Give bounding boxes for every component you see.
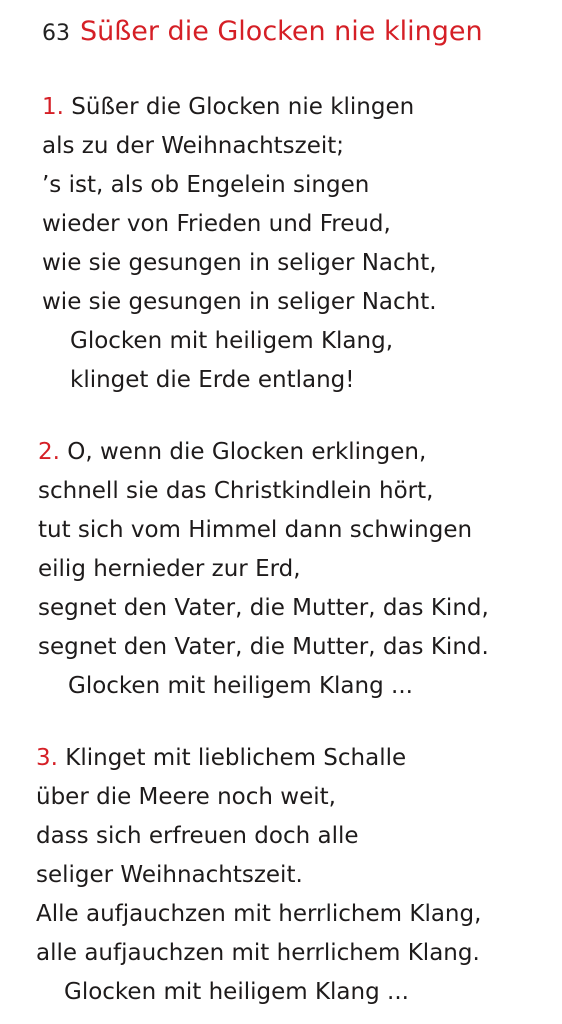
verse-line: ’s ist, als ob Engelein singen <box>42 172 370 198</box>
verse-line: dass sich erfreuen doch alle <box>36 823 359 849</box>
verse-line-text: Klinget mit lieblichem Schalle <box>65 745 407 771</box>
verse-number: 3. <box>36 745 58 771</box>
refrain-line: Glocken mit heiligem Klang ... <box>68 673 413 699</box>
verse-line: wie sie gesungen in seliger Nacht. <box>42 289 437 315</box>
verse-line: alle aufjauchzen mit herrlichem Klang. <box>36 940 480 966</box>
verse-line: eilig hernieder zur Erd, <box>38 556 301 582</box>
song-header <box>42 12 483 55</box>
verse-line: als zu der Weihnachtszeit; <box>42 133 345 159</box>
verse-line: seliger Weihnachtszeit. <box>36 862 303 888</box>
verse-number: 1. <box>42 94 64 120</box>
refrain-line: Glocken mit heiligem Klang ... <box>64 979 409 1005</box>
refrain-line: Glocken mit heiligem Klang, <box>70 328 394 354</box>
song-number: 63 <box>42 21 70 46</box>
verse-line: segnet den Vater, die Mutter, das Kind, <box>38 595 489 621</box>
verse-line-text: Süßer die Glocken nie klingen <box>71 94 415 120</box>
verse-line: wieder von Frieden und Freud, <box>42 211 391 237</box>
verse-line: über die Meere noch weit, <box>36 784 336 810</box>
verse-line <box>38 437 426 467</box>
verse-line: wie sie gesungen in seliger Nacht, <box>42 250 437 276</box>
verse-line-text: O, wenn die Glocken erklingen, <box>67 439 427 465</box>
verse-number: 2. <box>38 439 60 465</box>
verse-line: segnet den Vater, die Mutter, das Kind. <box>38 634 489 660</box>
refrain-line: klinget die Erde entlang! <box>70 367 355 393</box>
verse-line: schnell sie das Christkindlein hört, <box>38 478 434 504</box>
verse-line: Alle aufjauchzen mit herrlichem Klang, <box>36 901 482 927</box>
verse-line <box>42 92 414 122</box>
verse-line <box>36 743 406 773</box>
verse-line: tut sich vom Himmel dann schwingen <box>38 517 473 543</box>
song-title: Süßer die Glocken nie klingen <box>80 16 483 47</box>
